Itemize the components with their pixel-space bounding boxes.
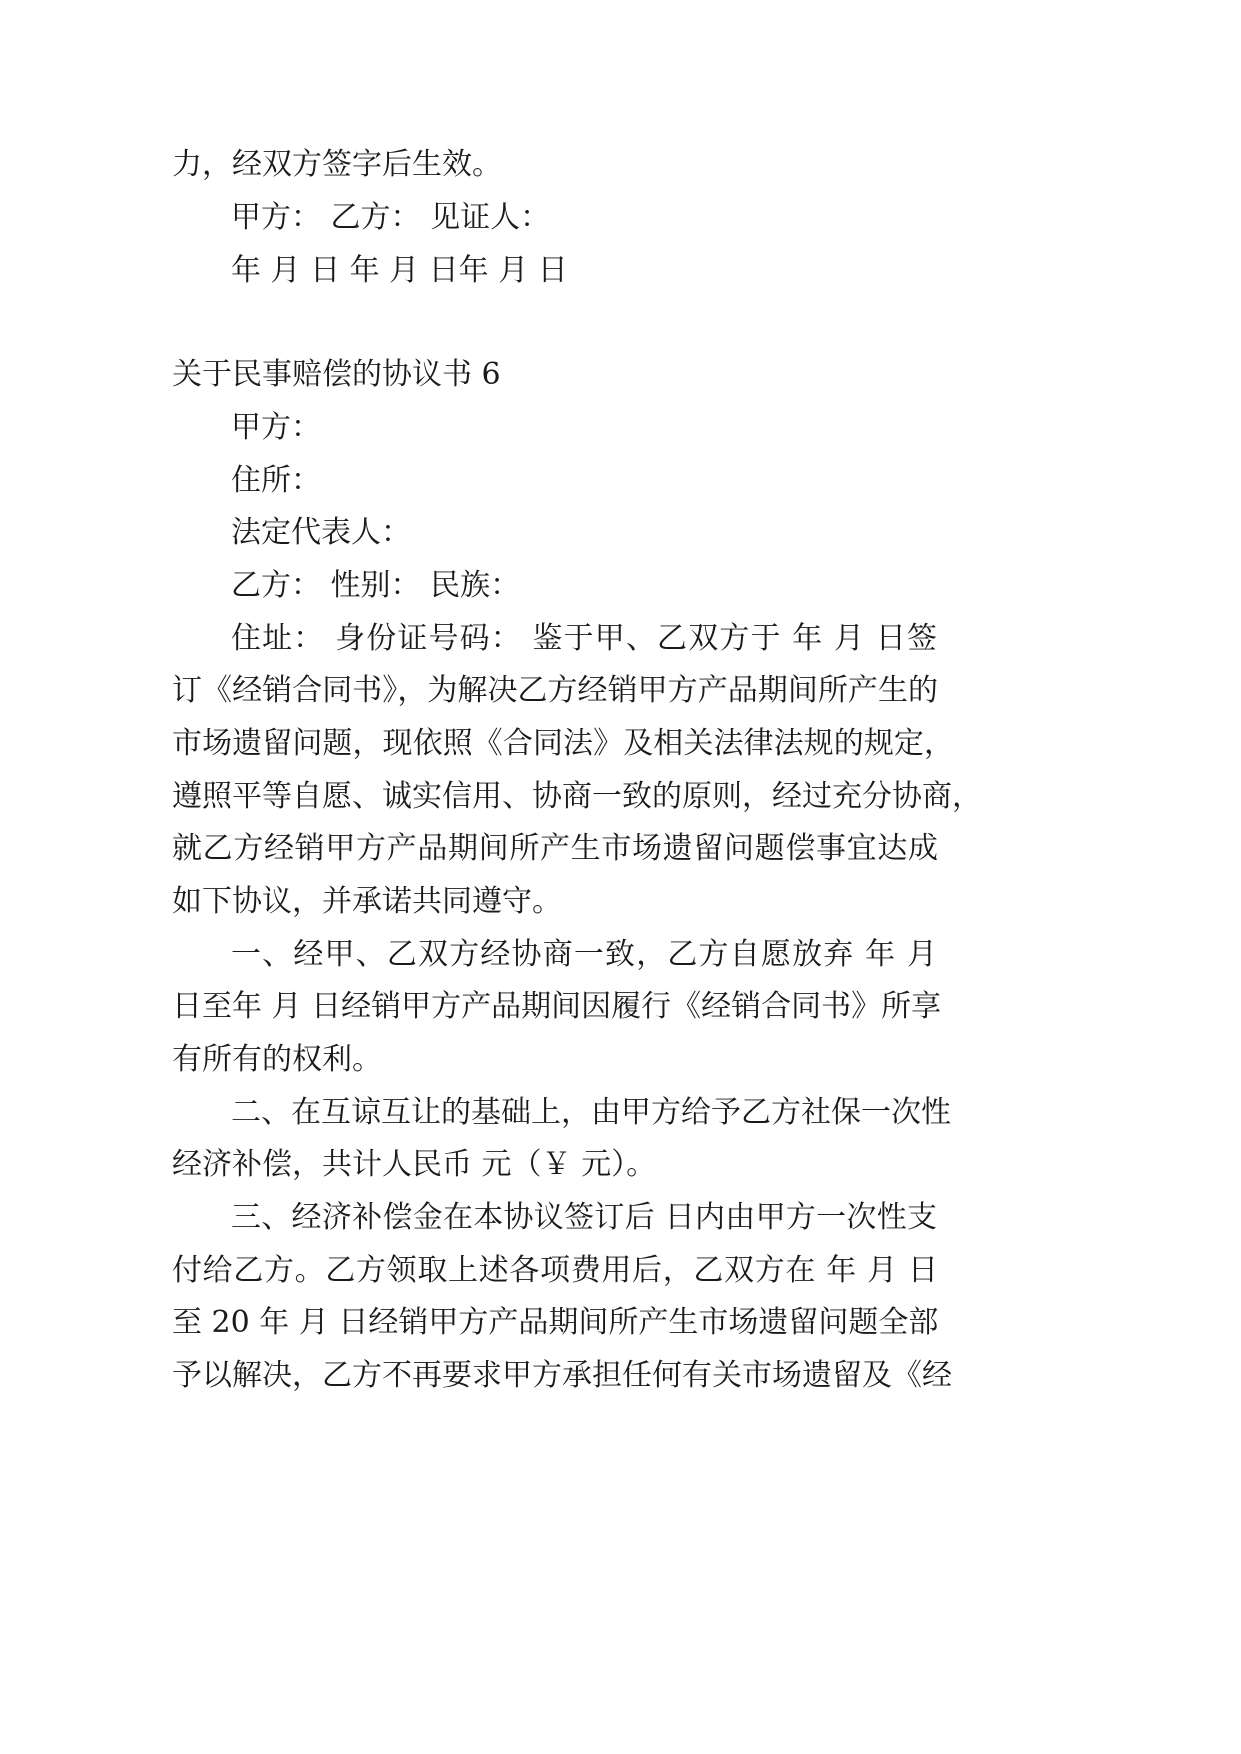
signature-labels: 甲方： 乙方： 见证人： bbox=[231, 200, 551, 235]
clause-2-line: 二、在互谅互让的基础上，由甲方给予乙方社保一次性 bbox=[231, 1095, 951, 1130]
text-line: 力，经双方签字后生效。 bbox=[172, 147, 502, 182]
signature-dates: 年 月 日 年 月 日年 月 日 bbox=[231, 253, 568, 288]
clause-3-line: 至 20 年 月 日经销甲方产品期间所产生市场遗留问题全部 bbox=[172, 1305, 939, 1340]
paragraph-line: 如下协议，并承诺共同遵守。 bbox=[172, 884, 562, 919]
paragraph-line: 订《经销合同书》，为解决乙方经销甲方产品期间所产生的 bbox=[172, 673, 938, 708]
clause-2-line: 经济补偿，共计人民币 元（￥ 元）。 bbox=[172, 1147, 657, 1182]
paragraph-line: 就乙方经销甲方产品期间所产生市场遗留问题偿事宜达成 bbox=[172, 831, 938, 866]
clause-1-line: 一、经甲、乙双方经协商一致，乙方自愿放弃 年 月 bbox=[231, 937, 937, 972]
paragraph-line: 住址： 身份证号码： 鉴于甲、乙双方于 年 月 日签 bbox=[231, 621, 937, 656]
clause-3-line: 予以解决，乙方不再要求甲方承担任何有关市场遗留及《经 bbox=[172, 1358, 952, 1393]
clause-3-line: 三、经济补偿金在本协议签订后 日内由甲方一次性支 bbox=[231, 1200, 937, 1235]
section-title: 关于民事赔偿的协议书 6 bbox=[172, 357, 501, 392]
paragraph-line: 遵照平等自愿、诚实信用、协商一致的原则，经过充分协商， bbox=[172, 779, 982, 814]
clause-3-line: 付给乙方。乙方领取上述各项费用后，乙双方在 年 月 日 bbox=[172, 1253, 938, 1288]
clause-1-line: 日至年 月 日经销甲方产品期间因履行《经销合同书》所享 bbox=[172, 989, 942, 1024]
party-a-label: 甲方： bbox=[231, 410, 321, 445]
address-label: 住所： bbox=[231, 463, 321, 498]
legal-rep-label: 法定代表人： bbox=[231, 515, 411, 550]
clause-1-line: 有所有的权利。 bbox=[172, 1042, 382, 1077]
party-b-info: 乙方： 性别： 民族： bbox=[231, 568, 521, 603]
paragraph-line: 市场遗留问题，现依照《合同法》及相关法律法规的规定， bbox=[172, 726, 954, 761]
